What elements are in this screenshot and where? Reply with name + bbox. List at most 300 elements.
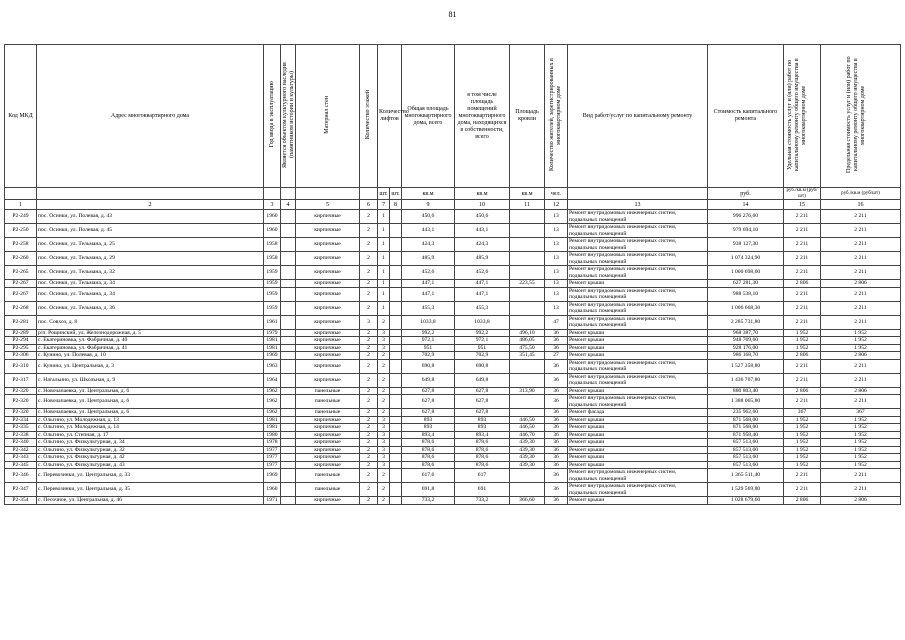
cell-cost: 979 694,10 [708,224,784,238]
cell-roof-area [510,210,545,224]
cell-cost: 880 803,40 [708,387,784,395]
cell-total-area: 450,6 [402,210,455,224]
cell-address: пос. Осинки, ул. Полевая, д. 43 [37,210,264,224]
cell-unit-cost: 1 952 [784,431,821,439]
cell-total-area: 893 [402,424,455,432]
cell-unit-cost: 2 806 [784,280,821,288]
column-number: 12 [545,200,568,210]
cell-total-area: 691,8 [402,483,455,497]
cell-unit-cost: 2 211 [784,359,821,373]
header-cost: Стоимость капитального ремонта [708,45,784,188]
table-row [5,287,901,301]
cell-unit-cost: 1 952 [784,344,821,352]
cell-residents: 36 [545,387,568,395]
cell-address: с. Натальино, ул. Школьная, д. 9 [37,373,264,387]
cell-work-type: Ремонт крыши [568,497,708,505]
cell-limit-cost: 2 211 [821,373,901,387]
cell-work-type: Ремонт крыши [568,352,708,360]
header-residents: Количество жителей, зарегистрированных в многоквартирном доме [549,58,562,171]
cell-address: р/п. Рощинский, ул. Железнодорожная, д. 5 [37,329,264,337]
cell-limit-cost: 2 211 [821,252,901,266]
cell-roof-area [510,287,545,301]
cell-walls: кирпичные [296,461,360,469]
column-number: 4 [281,200,296,210]
cell-cost: 857 513,60 [708,454,784,462]
cell-heritage [281,352,296,360]
cell-roof-area: 439,30 [510,446,545,454]
cell-cost: 948 769,60 [708,337,784,345]
cell-residents: 13 [545,301,568,315]
cell-walls: кирпичные [296,337,360,345]
cell-walls: кирпичные [296,344,360,352]
cell-incl-area: 450,6 [455,210,510,224]
cell-unit-cost: 2 211 [784,287,821,301]
cell-entrances: 3 [378,461,390,469]
cell-residents: 36 [545,344,568,352]
cell-work-type: Ремонт крыши [568,424,708,432]
cell-incl-area: 702,9 [455,352,510,360]
cell-floors: 3 [360,315,378,329]
cell-code: Р2-250 [5,224,37,238]
cell-floors: 2 [360,252,378,266]
cell-address: пос. Осинки, ул. Тельмана, д. 34 [37,280,264,288]
unit-lifts-pass: шт. [378,188,390,200]
table-row [5,416,901,424]
cell-heritage [281,301,296,315]
cell-incl-area: 627,8 [455,387,510,395]
cell-floors: 2 [360,497,378,505]
cell-heritage [281,315,296,329]
cell-cost: 1 436 707,80 [708,373,784,387]
cell-year: 1959 [264,280,281,288]
cell-work-type: Ремонт крыши [568,387,708,395]
cell-entrances: 3 [378,329,390,337]
cell-address: пос. Осинки, ул. Тельмана, д. 25 [37,238,264,252]
unit-lifts-cargo: шт. [390,188,402,200]
cell-cost: 871 568,00 [708,416,784,424]
cell-work-type: Ремонт внутридомовых инженерных систем, подвальных помещений [568,252,708,266]
table-row [5,315,901,329]
column-numbers-row [5,200,901,210]
cell-roof-area [510,315,545,329]
cell-floors: 2 [360,395,378,409]
cell-floors: 2 [360,287,378,301]
cell-residents: 36 [545,497,568,505]
cell-residents: 36 [545,329,568,337]
cell-heritage [281,446,296,454]
cell-lifts-cargo [390,329,402,337]
cell-lifts-cargo [390,483,402,497]
cell-address: пос. Осинки, ул. Тельмана, д. 29 [37,252,264,266]
cell-code: Р2-320 [5,409,37,417]
cell-code: Р2-334 [5,416,37,424]
cell-code: Р2-294 [5,337,37,345]
table-row [5,329,901,337]
cell-incl-area: 878,6 [455,454,510,462]
cell-floors: 2 [360,344,378,352]
cell-incl-area: 878,6 [455,446,510,454]
cell-heritage [281,344,296,352]
unit-cost: руб. [708,188,784,200]
cell-unit-cost: 367 [784,409,821,417]
cell-limit-cost: 1 952 [821,329,901,337]
cell-heritage [281,238,296,252]
table-row [5,395,901,409]
cell-address: с. Ольгино, ул. Физкультурная, д. 34 [37,439,264,447]
cell-year: 1981 [264,337,281,345]
header-heritage: Является объектом культурного наследия (памятником истории и культуры) [282,61,295,168]
cell-total-area: 951 [402,344,455,352]
cell-total-area: 1033,8 [402,315,455,329]
table-row [5,431,901,439]
cell-lifts-cargo [390,446,402,454]
cell-entrances: 2 [378,359,390,373]
cell-work-type: Ремонт крыши [568,416,708,424]
table-body [5,210,901,505]
table-row [5,424,901,432]
cell-lifts-cargo [390,238,402,252]
cell-address: с. Екатериновка, ул. Фабричная, д. 40 [37,337,264,345]
cell-residents: 36 [545,461,568,469]
table-row [5,344,901,352]
cell-year: 1960 [264,224,281,238]
cell-year: 1969 [264,469,281,483]
table-row [5,439,901,447]
cell-floors: 2 [360,469,378,483]
cell-total-area: 878,6 [402,454,455,462]
cell-unit-cost: 2 211 [784,469,821,483]
column-number: 13 [568,200,708,210]
cell-year: 1977 [264,454,281,462]
cell-address: с. Ольгино, ул. Физкультурная, д. 32 [37,446,264,454]
cell-unit-cost: 1 952 [784,454,821,462]
cell-cost: 1 074 324,90 [708,252,784,266]
cell-walls: кирпичные [296,497,360,505]
cell-roof-area [510,252,545,266]
cell-residents: 36 [545,439,568,447]
unit-total-area: кв.м [402,188,455,200]
cell-total-area: 627,8 [402,395,455,409]
cell-residents: 13 [545,280,568,288]
cell-cost: 1 529 569,80 [708,483,784,497]
cell-cost: 857 513,60 [708,446,784,454]
cell-walls: кирпичные [296,224,360,238]
cell-cost: 235 962,60 [708,409,784,417]
cell-lifts-cargo [390,287,402,301]
cell-unit-cost: 2 806 [784,497,821,505]
cell-roof-area: 486,05 [510,337,545,345]
cell-floors: 2 [360,409,378,417]
cell-residents: 36 [545,373,568,387]
cell-limit-cost: 1 952 [821,446,901,454]
cell-cost: 996 276,60 [708,210,784,224]
cell-year: 1960 [264,210,281,224]
cell-limit-cost: 2 211 [821,287,901,301]
cell-cost: 1 000 698,60 [708,266,784,280]
cell-cost: 2 285 731,80 [708,315,784,329]
table-row [5,224,901,238]
cell-year: 1977 [264,461,281,469]
table-row [5,210,901,224]
table-row [5,252,901,266]
cell-lifts-cargo [390,359,402,373]
cell-roof-area [510,224,545,238]
cell-incl-area: 972,1 [455,337,510,345]
cell-lifts-cargo [390,387,402,395]
column-number: 5 [296,200,360,210]
cell-entrances: 2 [378,387,390,395]
cell-heritage [281,409,296,417]
header-walls: Материал стен [324,95,330,134]
cell-roof-area: 446,70 [510,431,545,439]
cell-year: 1960 [264,483,281,497]
cell-walls: панельные [296,387,360,395]
cell-walls: панельные [296,395,360,409]
cell-limit-cost: 1 952 [821,344,901,352]
header-address: Адрес многоквартирного дома [37,45,264,188]
cell-heritage [281,280,296,288]
cell-entrances: 1 [378,224,390,238]
cell-code: Р2-265 [5,266,37,280]
cell-work-type: Ремонт крыши [568,431,708,439]
table-row [5,373,901,387]
cell-code: Р2-281 [5,315,37,329]
cell-heritage [281,497,296,505]
cell-heritage [281,287,296,301]
cell-address: с. Екатериновка, ул. Фабричная, д. 41 [37,344,264,352]
cell-limit-cost: 2 211 [821,301,901,315]
cell-address: с. Песочное, ул. Центральная, д. 46 [37,497,264,505]
cell-limit-cost: 2 806 [821,352,901,360]
cell-total-area: 992,2 [402,329,455,337]
cell-residents: 13 [545,238,568,252]
cell-entrances: 2 [378,373,390,387]
cell-heritage [281,359,296,373]
cell-floors: 2 [360,424,378,432]
cell-incl-area: 690,8 [455,359,510,373]
cell-year: 1963 [264,359,281,373]
table-row [5,483,901,497]
cell-year: 1962 [264,387,281,395]
cell-code: Р2-267 [5,280,37,288]
cell-work-type: Ремонт внутридомовых инженерных систем, подвальных помещений [568,469,708,483]
cell-address: пос. Осинки, ул. Тельмана, д. 34 [37,287,264,301]
cell-entrances: 2 [378,315,390,329]
cell-limit-cost: 2 806 [821,280,901,288]
column-number: 3 [264,200,281,210]
cell-work-type: Ремонт внутридомовых инженерных систем, подвальных помещений [568,315,708,329]
cell-total-area: 878,6 [402,446,455,454]
table-row [5,352,901,360]
cell-lifts-cargo [390,344,402,352]
cell-entrances: 2 [378,497,390,505]
cell-code: Р2-347 [5,483,37,497]
cell-work-type: Ремонт крыши [568,454,708,462]
cell-floors: 2 [360,439,378,447]
cell-floors: 2 [360,373,378,387]
cell-year: 1981 [264,424,281,432]
cell-walls: кирпичные [296,373,360,387]
cell-unit-cost: 1 952 [784,439,821,447]
table-row [5,266,901,280]
cell-lifts-cargo [390,280,402,288]
cell-address: пос. Осинки, ул. Тельмана, д. 32 [37,266,264,280]
cell-incl-area: 992,2 [455,329,510,337]
cell-residents: 36 [545,431,568,439]
cell-limit-cost: 2 211 [821,238,901,252]
cell-incl-area: 649,8 [455,373,510,387]
cell-total-area: 733,2 [402,497,455,505]
cell-work-type: Ремонт крыши [568,439,708,447]
cell-entrances: 1 [378,280,390,288]
cell-lifts-cargo [390,497,402,505]
column-number: 10 [455,200,510,210]
cell-total-area: 878,6 [402,461,455,469]
cell-heritage [281,439,296,447]
cell-entrances: 3 [378,337,390,345]
cell-limit-cost: 2 806 [821,387,901,395]
cell-year: 1964 [264,373,281,387]
cell-walls: кирпичные [296,252,360,266]
cell-code: Р2-310 [5,359,37,373]
cell-entrances: 1 [378,301,390,315]
cell-address: пос. Совхоз, д. 8 [37,315,264,329]
cell-work-type: Ремонт крыши [568,337,708,345]
cell-total-area: 878,6 [402,439,455,447]
cell-address: с. Перевозинки, ул. Центральная, д. 33 [37,469,264,483]
table-row [5,280,901,288]
cell-incl-area: 452,6 [455,266,510,280]
cell-roof-area [510,395,545,409]
cell-work-type: Ремонт крыши [568,280,708,288]
cell-floors: 2 [360,337,378,345]
cell-roof-area [510,266,545,280]
cell-residents: 36 [545,483,568,497]
cell-residents: 36 [545,395,568,409]
cell-unit-cost: 1 952 [784,424,821,432]
cell-unit-cost: 2 806 [784,352,821,360]
cell-residents: 13 [545,266,568,280]
cell-entrances: 2 [378,352,390,360]
cell-incl-area: 893,4 [455,431,510,439]
cell-residents: 47 [545,315,568,329]
page-number: 81 [448,10,457,19]
cell-floors: 2 [360,352,378,360]
cell-work-type: Ремонт внутридомовых инженерных систем, подвальных помещений [568,395,708,409]
cell-code: Р2-346 [5,469,37,483]
cell-total-area: 702,9 [402,352,455,360]
cell-address: с. Перевозинки, ул. Центральная, д. 35 [37,483,264,497]
cell-residents: 13 [545,224,568,238]
cell-cost: 968 387,70 [708,329,784,337]
cell-lifts-cargo [390,224,402,238]
cell-residents: 36 [545,424,568,432]
cell-code: Р2-320 [5,395,37,409]
cell-code: Р2-345 [5,461,37,469]
cell-code: Р2-317 [5,373,37,387]
column-number: 6 [360,200,378,210]
cell-incl-area: 878,6 [455,439,510,447]
cell-unit-cost: 1 952 [784,329,821,337]
cell-lifts-cargo [390,395,402,409]
cell-unit-cost: 1 952 [784,337,821,345]
cell-code: Р2-335 [5,424,37,432]
cell-residents: 36 [545,337,568,345]
cell-incl-area: 455,3 [455,301,510,315]
cell-walls: панельные [296,483,360,497]
header-year: Год ввода в эксплуатацию [268,81,275,148]
cell-year: 1981 [264,416,281,424]
cell-cost: 986 168,70 [708,352,784,360]
cell-roof-area: 439,30 [510,454,545,462]
cell-code: Р2-295 [5,344,37,352]
cell-heritage [281,373,296,387]
cell-heritage [281,431,296,439]
cell-lifts-cargo [390,266,402,280]
cell-incl-area: 951 [455,344,510,352]
cell-total-area: 649,8 [402,373,455,387]
cell-lifts-cargo [390,431,402,439]
cell-year: 1981 [264,344,281,352]
cell-floors: 2 [360,210,378,224]
cell-entrances: 1 [378,287,390,301]
cell-limit-cost: 2 211 [821,359,901,373]
cell-entrances: 1 [378,252,390,266]
cell-address: пос. Осинки, ул. Тельмана, д. 36 [37,301,264,315]
cell-work-type: Ремонт внутридомовых инженерных систем, подвальных помещений [568,483,708,497]
cell-floors: 2 [360,359,378,373]
table-row [5,497,901,505]
cell-incl-area: 878,6 [455,461,510,469]
cell-lifts-cargo [390,352,402,360]
cell-floors: 2 [360,301,378,315]
cell-unit-cost: 2 211 [784,483,821,497]
cell-entrances: 3 [378,431,390,439]
cell-address: пос. Осинки, ул. Полевая, д. 45 [37,224,264,238]
cell-heritage [281,395,296,409]
cell-heritage [281,461,296,469]
cell-lifts-cargo [390,461,402,469]
cell-floors: 2 [360,238,378,252]
cell-walls: кирпичные [296,416,360,424]
cell-incl-area: 691 [455,483,510,497]
unit-unit-cost: руб./кв.м (руб/шт) [784,188,821,200]
header-work-type: Вид работ/услуг по капитальному ремонту [568,45,708,188]
cell-year: 1979 [264,329,281,337]
header-incl-area: в том числе площадь помещений многоквартирного дома, находящихся в собственности, всего [455,45,510,188]
cell-incl-area: 627,8 [455,395,510,409]
cell-total-area: 447,1 [402,280,455,288]
column-number: 1 [5,200,37,210]
cell-cost: 857 513,60 [708,461,784,469]
cell-entrances: 3 [378,454,390,462]
column-number: 7 [378,200,390,210]
cell-residents: 13 [545,210,568,224]
cell-cost: 857 513,60 [708,439,784,447]
cell-limit-cost: 2 211 [821,395,901,409]
cell-limit-cost: 2 211 [821,266,901,280]
cell-lifts-cargo [390,439,402,447]
cell-roof-area [510,238,545,252]
cell-address: с. Ольгино, ул. Молодежная, д. 13 [37,416,264,424]
cell-work-type: Ремонт внутридомовых инженерных систем, подвальных помещений [568,266,708,280]
cell-lifts-cargo [390,373,402,387]
table-row [5,469,901,483]
cell-floors: 2 [360,266,378,280]
cell-residents: 36 [545,416,568,424]
cell-year: 1959 [264,287,281,301]
cell-unit-cost: 2 211 [784,224,821,238]
